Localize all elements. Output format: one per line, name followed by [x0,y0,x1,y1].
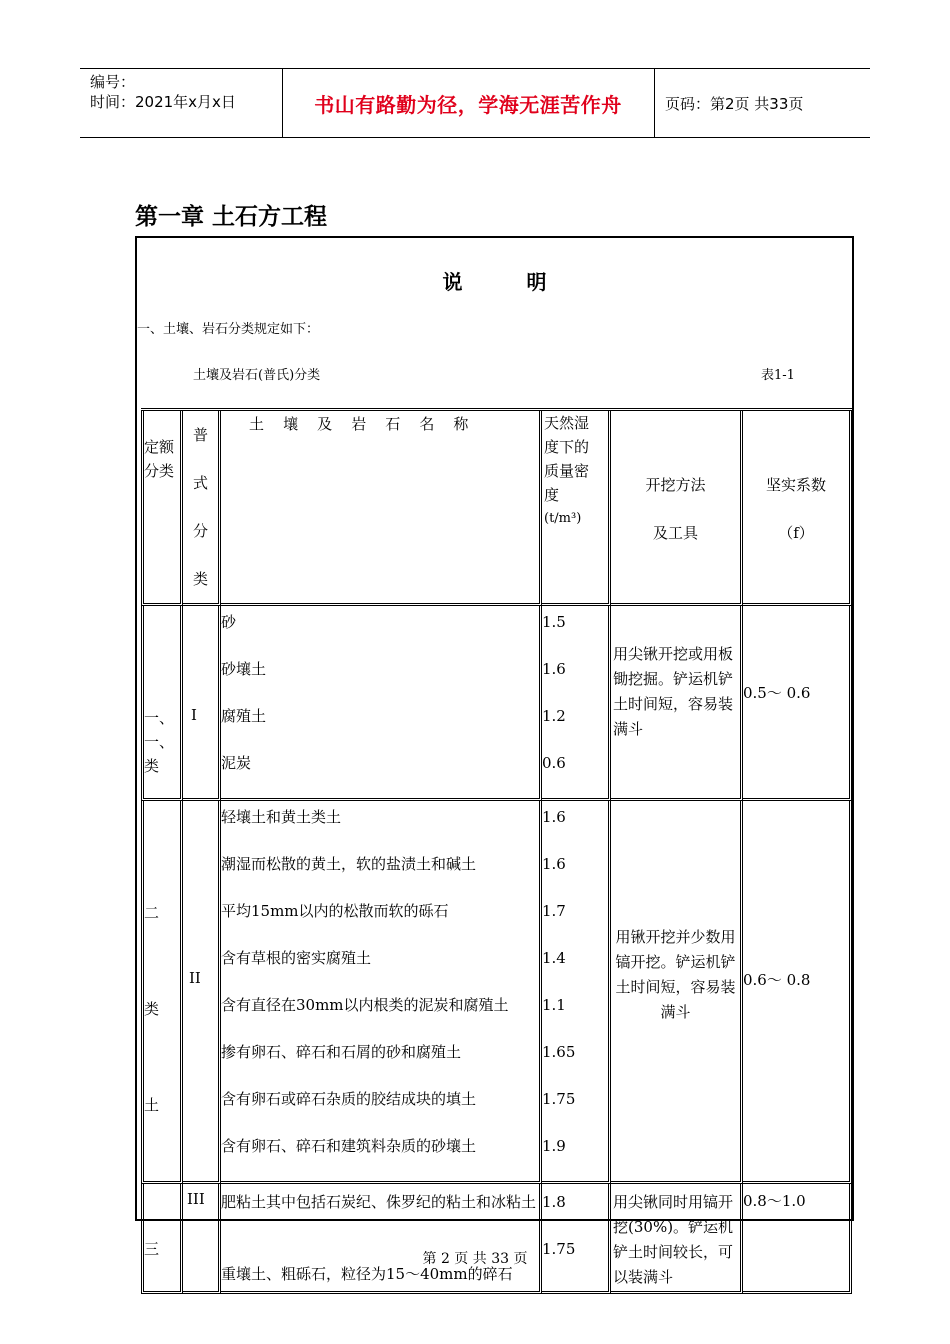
density-cell: 1.8 1.75 [542,1184,611,1294]
header-density: 天然湿 度下的 质量密 度 (t/m³) [542,411,611,606]
doc-number: 编号： [90,73,136,91]
header-meta [80,69,283,137]
list-item: 泥炭 [221,754,252,772]
header-coefficient: 坚实系数 （f） [743,411,852,606]
list-item: 平均15mm以内的松散而软的砾石 [221,902,449,920]
table-caption: 土壤及岩石(普氏)分类 [193,368,321,383]
header-page-cell [655,69,870,137]
density-cell: 1.5 1.6 1.2 0.6 [542,606,611,801]
header-motto-cell [282,69,655,137]
list-item: 含有直径在30mm以内根类的泥炭和腐殖土 [221,996,509,1014]
grade-cell: I [183,606,221,801]
method-cell: 用锹开挖并少数用镐开挖。铲运机铲土时间短，容易装满斗 [611,801,743,1184]
header-method: 开挖方法 及工具 [611,411,743,606]
table-number: 表1-1 [761,368,795,383]
table-row-grade-2 [141,801,852,1184]
page-header [80,68,870,138]
category-cell: 二 类 土 [141,801,183,1184]
list-item: 砂 [221,613,237,631]
page-indicator: 页码：第2页 共33页 [665,94,804,113]
density-cell: 1.6 1.6 1.7 1.4 1.1 1.65 1.75 1.9 [542,801,611,1184]
list-item: 潮湿而松散的黄土，软的盐渍土和碱土 [221,855,477,873]
list-item: 砂壤土 [221,660,267,678]
coefficient-cell: 0.8～1.0 [743,1184,852,1294]
coefficient-cell: 0.5～ 0.6 [743,606,852,801]
table-row-grade-1 [141,606,852,801]
list-item: 重壤土、粗砾石，粒径为15～40mm的碎石 [221,1265,513,1283]
coefficient-cell: 0.6～ 0.8 [743,801,852,1184]
names-cell [221,1184,542,1294]
list-item: 含有卵石或碎石杂质的胶结成块的填土 [221,1090,477,1108]
grade-cell: II [183,801,221,1184]
list-item: 肥粘土其中包括石炭纪、侏罗纪的粘土和冰粘土 [221,1193,537,1211]
names-cell [221,606,542,801]
grade-cell: III [183,1184,221,1294]
table-header-row [141,411,852,606]
section-intro: 一、土壤、岩石分类规定如下： [137,322,320,337]
category-cell: 一、 一、 类 [141,606,183,801]
section-title: 说明 [442,270,611,294]
method-cell: 用尖锹开挖或用板锄挖掘。铲运机铲土时间短，容易装满斗 [611,606,743,801]
names-cell [221,801,542,1184]
page-footer: 第 2 页 共 33 页 [422,1251,528,1267]
doc-time: 时间：2021年x月x日 [90,93,236,111]
list-item: 含有草根的密实腐殖土 [221,949,372,967]
method-cell: 用尖锹同时用镐开挖(30%)。铲运机铲土时间较长，可以装满斗 [611,1184,743,1294]
soil-classification-table [141,408,852,1294]
list-item: 轻壤土和黄土类土 [221,808,342,826]
header-quota-class: 定额分类 [141,411,183,606]
motto: 书山有路勤为径，学海无涯苦作舟 [314,92,622,117]
header-name: 土 壤 及 岩 石 名 称 [221,411,542,606]
category-cell: 三 [141,1184,183,1294]
header-grade: 普 式 分 类 [183,411,221,606]
table-row-grade-3 [141,1184,852,1294]
chapter-title: 第一章 土石方工程 [135,204,328,230]
list-item: 含有卵石、碎石和建筑料杂质的砂壤土 [221,1137,477,1155]
list-item: 掺有卵石、碎石和石屑的砂和腐殖土 [221,1043,462,1061]
list-item: 腐殖土 [221,707,267,725]
